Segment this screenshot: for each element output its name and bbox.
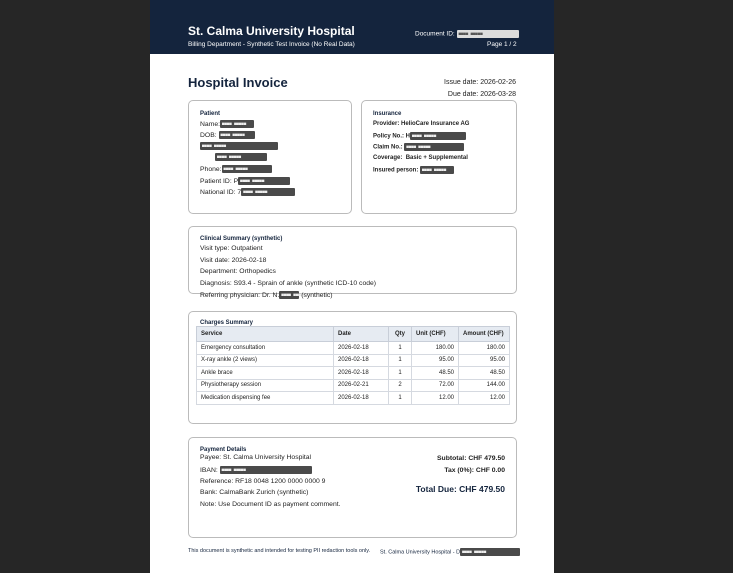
qty-cell: 1 [389, 392, 412, 405]
footer-right [380, 548, 520, 556]
table-row [197, 392, 510, 405]
redaction-box: ■■■■ ■■■■■ [222, 165, 272, 173]
redaction-box: ■■■■ ■■■■■ [457, 30, 519, 38]
coverage-value: Basic + Supplemental [405, 155, 468, 161]
clinical-summary-box [188, 226, 517, 299]
unit-cell: 180.00 [412, 342, 459, 355]
table-row [197, 354, 510, 367]
date-cell: 2026-02-18 [334, 367, 389, 380]
redaction-box: ■■■■ ■■■■■ [460, 548, 520, 556]
patient-name [200, 120, 254, 128]
redaction-box: ■■■■ ■■■■■ [219, 131, 255, 139]
charges-box [188, 311, 517, 424]
payment-box [188, 437, 517, 538]
insurance-provider: Provider: HelioCare Insurance AG [373, 121, 470, 127]
redaction-box: ■■■■ ■■■■■ [215, 153, 267, 161]
amount-cell: 180.00 [459, 342, 510, 355]
due-date: Due date: 2026-03-28 [447, 90, 516, 98]
policy-number [373, 132, 466, 140]
phone-label: Phone: [200, 165, 222, 173]
unit-cell: 72.00 [412, 379, 459, 392]
insured-person [373, 166, 454, 174]
date-cell: 2026-02-18 [334, 354, 389, 367]
department: Department: Orthopedics [200, 268, 276, 275]
date-cell: 2026-02-18 [334, 342, 389, 355]
footer-disclaimer: This document is synthetic and intended for testing PII redaction tools only. [188, 548, 371, 554]
patient-address-line2 [215, 153, 267, 161]
clinical-heading: Clinical Summary (synthetic) [200, 236, 283, 242]
patient-dob [200, 131, 255, 139]
coverage-label: Coverage: [373, 155, 403, 161]
claim-number [373, 143, 464, 151]
date-cell: 2026-02-21 [334, 379, 389, 392]
payment-heading: Payment Details [200, 447, 247, 453]
qty-cell: 1 [389, 354, 412, 367]
table-row [197, 367, 510, 380]
date-cell: 2026-02-18 [334, 392, 389, 405]
table-row [197, 379, 510, 392]
footer-hospital: St. Calma University Hospital - D [380, 549, 461, 556]
claim-label: Claim No.: [373, 144, 403, 151]
patient-name-label: Name: [200, 120, 221, 128]
insurance-heading: Insurance [373, 111, 402, 117]
column-header: Amount (CHF) [459, 327, 510, 342]
amount-cell: 95.00 [459, 354, 510, 367]
unit-cell: 12.00 [412, 392, 459, 405]
header-subtitle: Billing Department - Synthetic Test Invoice (No Real Data) [188, 41, 355, 48]
redaction-box: ■■■■ ■■■■■ [281, 292, 306, 297]
hospital-name: St. Calma University Hospital [188, 24, 355, 38]
iban [200, 466, 312, 474]
redaction-box: ■■■■ ■■■■■ [410, 132, 466, 140]
service-cell: Ankle brace [197, 367, 334, 380]
iban-label: IBAN: [200, 466, 218, 474]
patient-phone [200, 165, 272, 173]
table-header-row [197, 327, 510, 342]
patient-box [188, 100, 352, 214]
charges-table [196, 326, 510, 405]
invoice-dates [444, 77, 516, 100]
page-header [150, 0, 554, 54]
visit-type: Visit type: Outpatient [200, 245, 263, 252]
national-id-label: National ID: 7 [200, 188, 242, 196]
service-cell: Emergency consultation [197, 342, 334, 355]
service-cell: X-ray ankle (2 views) [197, 354, 334, 367]
redaction-box: ■■■■ ■■■■■ [241, 188, 295, 196]
coverage [373, 155, 468, 161]
service-cell: Medication dispensing fee [197, 392, 334, 405]
total-due: Total Due: CHF 479.50 [415, 484, 505, 494]
column-header: Date [334, 327, 389, 342]
amount-cell: 48.50 [459, 367, 510, 380]
redaction-box: ■■■■ ■■■■■ [220, 466, 312, 474]
payee: Payee: St. Calma University Hospital [200, 454, 312, 461]
invoice-page [150, 0, 554, 573]
qty-cell: 1 [389, 342, 412, 355]
patient-heading: Patient [200, 111, 221, 117]
national-id [200, 188, 295, 196]
diagnosis: Diagnosis: S93.4 - Sprain of ankle (synthetic ICD-10 code) [200, 280, 377, 287]
redaction-box: ■■■■ ■■■■■ [200, 142, 278, 150]
reference: Reference: RF18 0048 1200 0000 0000 9 [200, 478, 326, 485]
redaction-box: ■■■■ ■■■■■ [238, 177, 290, 185]
redaction-box: ■■■■ ■■■■■ [420, 166, 454, 174]
page-title: Hospital Invoice [188, 75, 288, 90]
bank: Bank: CalmaBank Zurich (synthetic) [200, 489, 309, 496]
physician-label: Referring physician: Dr. N. [200, 291, 280, 299]
amount-cell: 144.00 [459, 379, 510, 392]
amount-cell: 12.00 [459, 392, 510, 405]
redaction-box: ■■■■ ■■■■■ [220, 120, 254, 128]
unit-cell: 48.50 [412, 367, 459, 380]
dob-label: DOB: [200, 131, 217, 139]
patient-id-label: Patient ID: P [200, 177, 239, 185]
table-row [197, 342, 510, 355]
physician-suffix: (synthetic) [301, 291, 333, 299]
payment-note: Note: Use Document ID as payment comment. [200, 501, 341, 508]
insured-label: Insured person: [373, 167, 419, 174]
patient-address-line1 [200, 142, 278, 150]
charges-heading: Charges Summary [200, 320, 254, 326]
document-id [415, 30, 519, 38]
column-header: Qty [389, 327, 412, 342]
qty-cell: 1 [389, 367, 412, 380]
redaction-box: ■■■■ ■■■■■ [404, 143, 464, 151]
visit-date: Visit date: 2026-02-18 [200, 257, 267, 264]
unit-cell: 95.00 [412, 354, 459, 367]
qty-cell: 2 [389, 379, 412, 392]
policy-label: Policy No.: H [373, 133, 411, 140]
tax: Tax (0%): CHF 0.00 [444, 467, 505, 474]
document-id-label: Document ID: [415, 30, 455, 38]
patient-id [200, 177, 290, 185]
page-number: Page 1 / 2 [487, 41, 517, 48]
column-header: Unit (CHF) [412, 327, 459, 342]
referring-physician [200, 291, 333, 299]
service-cell: Physiotherapy session [197, 379, 334, 392]
insurance-box [361, 100, 517, 214]
subtotal: Subtotal: CHF 479.50 [437, 455, 505, 462]
column-header: Service [197, 327, 334, 342]
issue-date: Issue date: 2026-02-26 [444, 79, 516, 86]
